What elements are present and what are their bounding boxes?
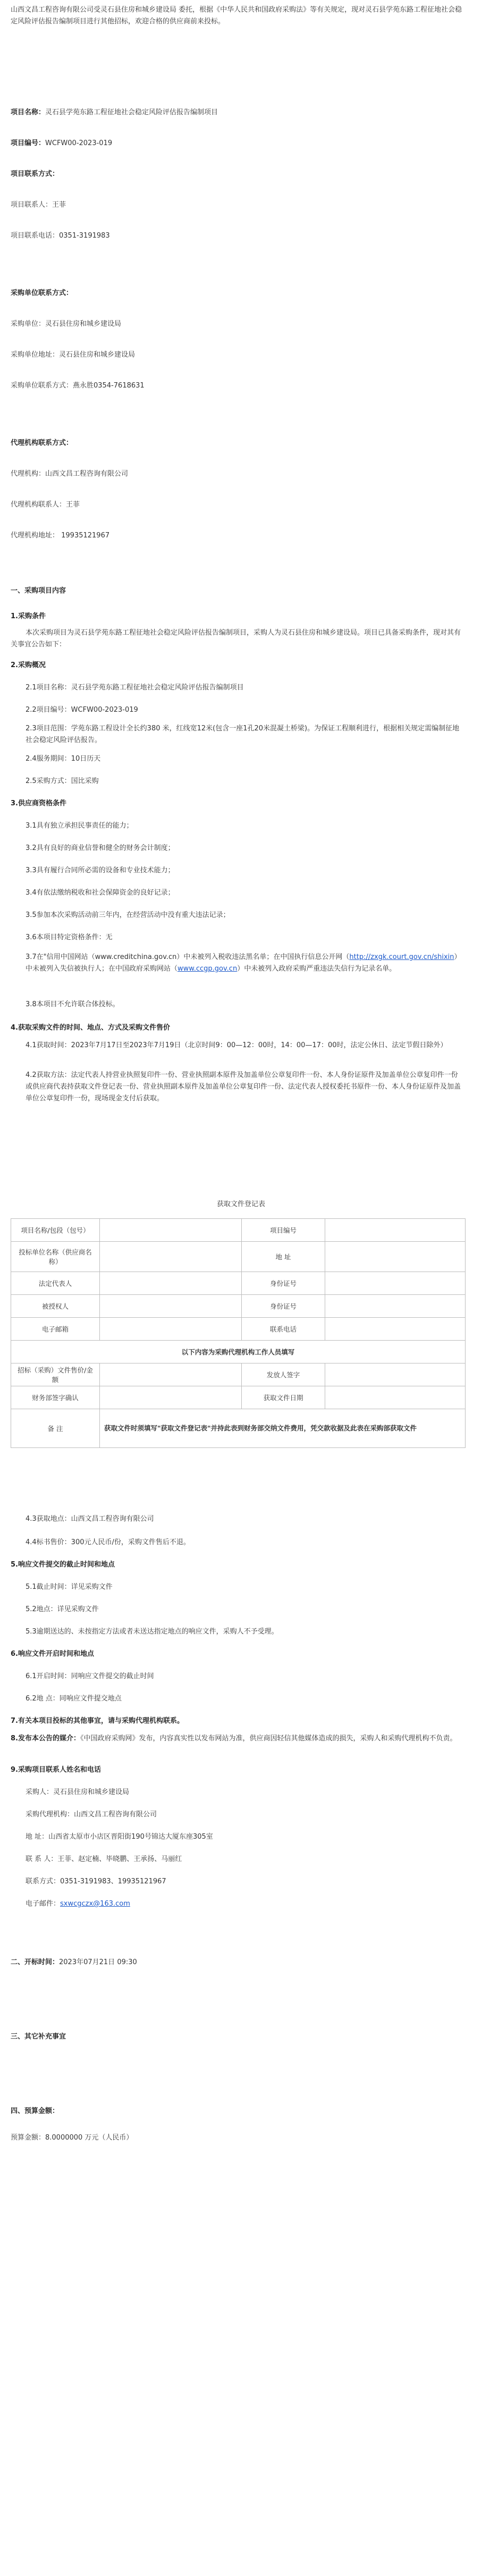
table-row <box>11 1219 466 1242</box>
table-cell: 获取文件日期 <box>242 1386 325 1409</box>
project-contact-phone: 项目联系电话：0351-3191983 <box>11 232 110 240</box>
table-cell: 身份证号 <box>242 1272 325 1295</box>
obtain-docs-heading: 4.获取采购文件的时间、地点、方式及采购文件售价 <box>11 1024 170 1032</box>
purchase-conditions-heading: 1.采购条件 <box>11 612 46 620</box>
table-cell: 身份证号 <box>242 1295 325 1318</box>
project-name-label: 项目名称： <box>11 108 46 116</box>
qualification-3-2: 3.2具有良好的商业信誉和健全的财务会计制度； <box>26 844 175 852</box>
table-cell: 备 注 <box>11 1409 100 1448</box>
purchaser-heading: 采购单位联系方式： <box>11 289 73 297</box>
open-time-line <box>11 1956 137 1966</box>
qualification-3-6: 3.6本项目特定资格条件：无 <box>26 933 113 941</box>
media-label: 8.发布本公告的媒介： <box>11 1735 80 1742</box>
open-time-label: 二、开标时间： <box>11 1958 60 1966</box>
table-cell <box>100 1363 242 1386</box>
qualification-3-7-text-b: ）中未被列入失信被执行人；在中国政府采购网站（ <box>26 953 461 973</box>
table-row <box>11 1409 466 1448</box>
intro-paragraph: 山西文昌工程咨询有限公司受灵石县住房和城乡建设局 委托，根据《中华人民共和国政府采购法》等有关规定，现对灵石县学苑东路工程征地社会稳定风险评估报告编制项目进行其他招标，欢迎合格的供应商前来投标。 <box>11 6 462 26</box>
table-section-header: 以下内容为采购代理机构工作人员填写 <box>11 1341 466 1363</box>
section-1-title: 一、采购项目内容 <box>11 587 66 595</box>
media-line <box>11 1733 462 1745</box>
qualification-heading: 3.供应商资格条件 <box>11 799 66 807</box>
contact-phones: 联系方式：0351-3191983、19935121967 <box>26 1878 166 1885</box>
qualification-3-3: 3.3具有履行合同所必需的设备和专业技术能力； <box>26 866 175 874</box>
overview-2-1: 2.1项目名称：灵石县学苑东路工程征地社会稳定风险评估报告编制项目 <box>26 684 244 692</box>
table-cell: 项目编号 <box>242 1219 325 1242</box>
table-row <box>11 1363 466 1386</box>
deadline-5-3: 5.3逾期送达的、未按指定方法或者未送达指定地点的响应文件，采购人不予受理。 <box>26 1628 278 1636</box>
contact-address: 地 址：山西省太原市小店区晋阳街190号锦达大厦东座305室 <box>26 1833 213 1841</box>
contact-persons: 联 系 人：王菲、赵定楠、毕晓鹏、王承扬、马丽红 <box>26 1855 182 1863</box>
table-cell <box>325 1318 466 1341</box>
table-cell: 法定代表人 <box>11 1272 100 1295</box>
opening-6-2: 6.2地 点：同响应文件提交地点 <box>26 1695 122 1703</box>
purchaser-address: 采购单位地址：灵石县住房和城乡建设局 <box>11 351 136 359</box>
budget-value: 预算金额：8.0000000 万元（人民币） <box>11 2134 133 2142</box>
obtain-time: 4.1获取时间：2023年7月17日至2023年7月19日（北京时间9：00—12：00时，14：00—17：00时，法定公休日、法定节假日除外） <box>26 1041 447 1049</box>
qualification-3-7-text-c: ）中未被列入政府采购严重违法失信行为记录名单。 <box>237 965 396 973</box>
overview-heading: 2.采购概况 <box>11 661 46 669</box>
table-cell: 发放人签字 <box>242 1363 325 1386</box>
overview-2-4: 2.4服务期间：10日历天 <box>26 755 101 763</box>
project-name: 灵石县学苑东路工程征地社会稳定风险评估报告编制项目 <box>45 108 218 116</box>
table-cell <box>325 1363 466 1386</box>
opening-heading: 6.响应文件开启时间和地点 <box>11 1650 94 1658</box>
table-cell: 投标单位名称（供应商名称） <box>11 1242 100 1272</box>
table-cell: 财务部签字确认 <box>11 1386 100 1409</box>
table-cell: 招标（采购）文件售价/金额 <box>11 1363 100 1386</box>
project-no-label: 项目编号： <box>11 139 46 147</box>
table-cell: 被授权人 <box>11 1295 100 1318</box>
open-time-value: 2023年07月21日 09:30 <box>59 1958 137 1966</box>
table-cell <box>325 1219 466 1242</box>
contact-email-label: 电子邮件： <box>26 1900 61 1908</box>
contact-agency: 采购代理机构：山西文昌工程咨询有限公司 <box>26 1811 157 1819</box>
contact-purchaser: 采购人：灵石县住房和城乡建设局 <box>26 1788 130 1796</box>
table-row <box>11 1295 466 1318</box>
remarks-cell: 获取文件时须填写"获取文件登记表"并持此表到财务部交纳文件费用，凭交款收据及此表在采购部获取文件 <box>100 1409 466 1448</box>
purchase-conditions-text: 本次采购项目为灵石县学苑东路工程征地社会稳定风险评估报告编制项目，采购人为灵石县住房和城乡建设局。项目已具备采购条件，现对其有关事宜公告如下： <box>11 629 461 649</box>
obtain-location: 4.3获取地点：山西文昌工程咨询有限公司 <box>26 1515 154 1523</box>
other-supplement-heading: 三、其它补充事宜 <box>11 2033 66 2041</box>
table-cell <box>100 1295 242 1318</box>
deadline-5-2: 5.2地点：详见采购文件 <box>26 1605 99 1613</box>
qualification-3-8: 3.8本项目不允许联合体投标。 <box>26 1000 120 1008</box>
table-cell <box>325 1295 466 1318</box>
shixin-link[interactable]: http://zxgk.court.gov.cn/shixin <box>349 953 454 961</box>
table-cell <box>325 1242 466 1272</box>
registration-table-title: 获取文件登记表 <box>216 1200 265 1208</box>
table-cell: 地 址 <box>242 1242 325 1272</box>
overview-2-3: 2.3项目范围：学苑东路工程设计全长约380 米，红线宽12米(包含一座1孔20米混凝土桥梁)。为保证工程顺利进行，根据相关规定需编制征地社会稳定风险评估报告。 <box>26 725 460 744</box>
table-cell: 项目名称/包段（包号） <box>11 1219 100 1242</box>
agency-heading: 代理机构联系方式： <box>11 439 73 447</box>
table-cell <box>100 1386 242 1409</box>
qualification-3-4: 3.4有依法缴纳税收和社会保障资金的良好记录； <box>26 889 175 897</box>
project-name-line <box>11 106 218 116</box>
other-matters-line: 7.有关本项目投标的其他事宜，请与采购代理机构联系。 <box>11 1717 184 1725</box>
agency-org: 代理机构：山西文昌工程咨询有限公司 <box>11 470 129 478</box>
doc-price: 4.4标书售价：300元人民币/份，采购文件售后不退。 <box>26 1538 190 1546</box>
agency-address: 代理机构地址： 19935121967 <box>11 532 110 540</box>
table-row <box>11 1272 466 1295</box>
purchaser-phone: 采购单位联系方式：燕永胜0354-7618631 <box>11 382 145 390</box>
project-contact-person: 项目联系人：王菲 <box>11 201 66 209</box>
qualification-3-7 <box>26 952 461 975</box>
table-cell <box>325 1386 466 1409</box>
registration-table <box>11 1218 466 1448</box>
budget-heading: 四、预算金额： <box>11 2107 60 2115</box>
obtain-method: 4.2获取方法：法定代表人持营业执照复印件一份、营业执照副本原件及加盖单位公章复印件一份、本人身份证原件及加盖单位公章复印件一份或供应商代表持获取文件登记表一份、营业执照副本原件及加盖单位公章复印件一份、法定代表人授权委托书原件一份、本人身份证原件及加盖单位公章复印件一份，现场现金支付后获取。 <box>26 1071 461 1102</box>
deadline-heading: 5.响应文件提交的截止时间和地点 <box>11 1561 115 1569</box>
table-cell <box>100 1272 242 1295</box>
table-cell: 联系电话 <box>242 1318 325 1341</box>
project-contact-heading: 项目联系方式： <box>11 170 60 178</box>
media-text: 《中国政府采购网》发布，内容真实性以发布网站为准，供应商因轻信其他媒体造成的损失，采购人和采购代理机构不负责。 <box>80 1735 457 1742</box>
table-row <box>11 1318 466 1341</box>
contact-email-link[interactable]: sxwcgczx@163.com <box>60 1900 130 1908</box>
table-cell <box>100 1219 242 1242</box>
table-row <box>11 1386 466 1409</box>
overview-2-5: 2.5采购方式：国比采购 <box>26 777 99 785</box>
project-no: WCFW00-2023-019 <box>45 139 113 147</box>
deadline-5-1: 5.1截止时间：详见采购文件 <box>26 1583 113 1591</box>
table-cell: 电子邮箱 <box>11 1318 100 1341</box>
qualification-3-7-text-a: 3.7在"信用中国网站（www.creditchina.gov.cn）中未被列入税收违法黑名单；在中国执行信息公开网（ <box>26 953 350 961</box>
table-row <box>11 1341 466 1363</box>
ccgp-link[interactable]: www.ccgp.gov.cn <box>177 965 238 973</box>
project-no-line <box>11 137 112 147</box>
opening-6-1: 6.1开启时间：同响应文件提交的截止时间 <box>26 1672 154 1680</box>
table-cell <box>100 1242 242 1272</box>
contact-email-line <box>26 1898 130 1908</box>
table-row <box>11 1242 466 1272</box>
qualification-3-5: 3.5参加本次采购活动前三年内，在经营活动中没有重大违法记录； <box>26 911 230 919</box>
qualification-3-1: 3.1具有独立承担民事责任的能力； <box>26 822 133 830</box>
overview-2-2: 2.2项目编号：WCFW00-2023-019 <box>26 706 138 714</box>
table-cell <box>325 1272 466 1295</box>
contacts-heading: 9.采购项目联系人姓名和电话 <box>11 1766 101 1774</box>
table-cell <box>100 1318 242 1341</box>
purchaser-unit: 采购单位：灵石县住房和城乡建设局 <box>11 320 122 328</box>
agency-person: 代理机构联系人：王菲 <box>11 501 80 509</box>
